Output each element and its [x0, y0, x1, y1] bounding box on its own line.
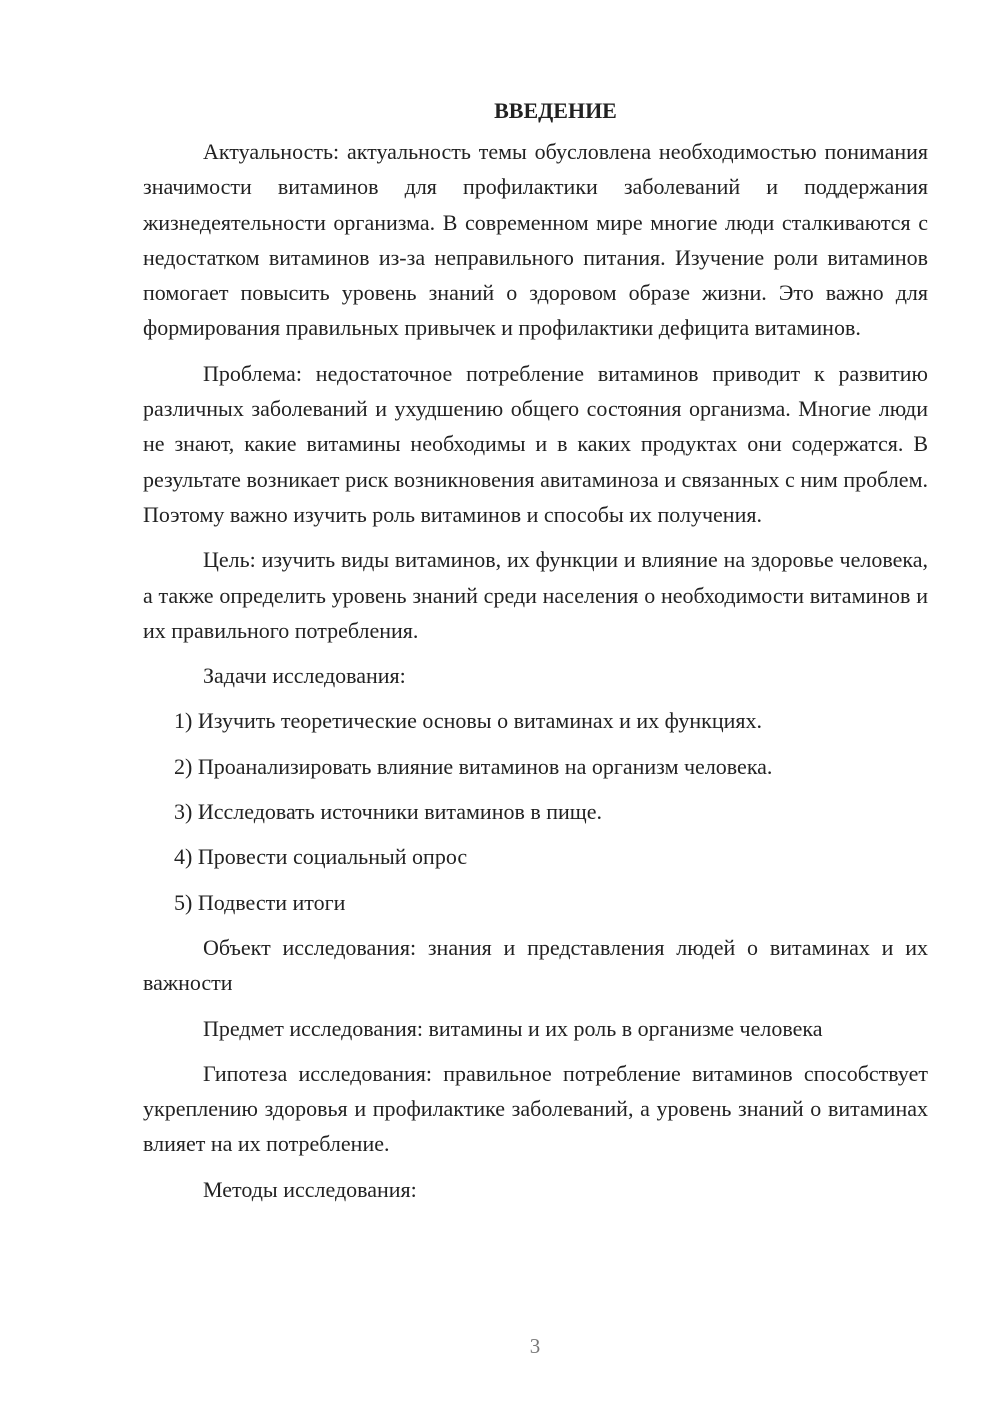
object-paragraph: Объект исследования: знания и представления людей о витаминах и их важности: [143, 934, 928, 996]
tasks-heading: Задачи исследования:: [203, 663, 406, 689]
list-item: 5) Подвести итоги: [174, 889, 346, 915]
hypothesis-paragraph: Гипотеза исследования: правильное потребление витаминов способствует укреплению здоровья и профилактике заболеваний, а уровень знаний о витаминах влияет на их потребление.: [143, 1060, 928, 1157]
list-item: 3) Исследовать источники витаминов в пище.: [174, 799, 603, 825]
list-item: 1) Изучить теоретические основы о витаминах и их функциях.: [174, 708, 763, 734]
relevance-paragraph: Актуальность: актуальность темы обусловлена необходимостью понимания значимости витаминов для профилактики заболеваний и поддержания жизнедеятельности организма. В современном мире многие люди сталкиваются с недостатком витаминов из-за неправильного питания. Изучение роли витаминов помогает повысить уровень знаний о здоровом образе жизни. Это важно для формирования правильных привычек и профилактики дефицита витаминов.: [143, 139, 928, 341]
tasks-list: [143, 703, 928, 919]
page-number: 3: [529, 1334, 541, 1358]
list-item: 2) Проанализировать влияние витаминов на организм человека.: [174, 753, 773, 779]
page-content: [143, 93, 928, 1217]
problem-paragraph: Проблема: недостаточное потребление витаминов приводит к развитию различных заболеваний и ухудшению общего состояния организма. Многие люди не знают, какие витамины необходимы и в каких продуктах они содержатся. В результате возникает риск возникновения авитаминоза и связанных с ним проблем. Поэтому важно изучить роль витаминов и способы их получения.: [143, 360, 928, 527]
goal-paragraph: Цель: изучить виды витаминов, их функции и влияние на здоровье человека, а также определить уровень знаний среди населения о необходимости витаминов и их правильного потребления.: [143, 547, 928, 643]
methods-heading: Методы исследования:: [203, 1176, 417, 1202]
section-title: ВВЕДЕНИЕ: [494, 98, 617, 123]
subject-paragraph: Предмет исследования: витамины и их роль в организме человека: [203, 1015, 823, 1041]
list-item: 4) Провести социальный опрос: [174, 844, 468, 870]
